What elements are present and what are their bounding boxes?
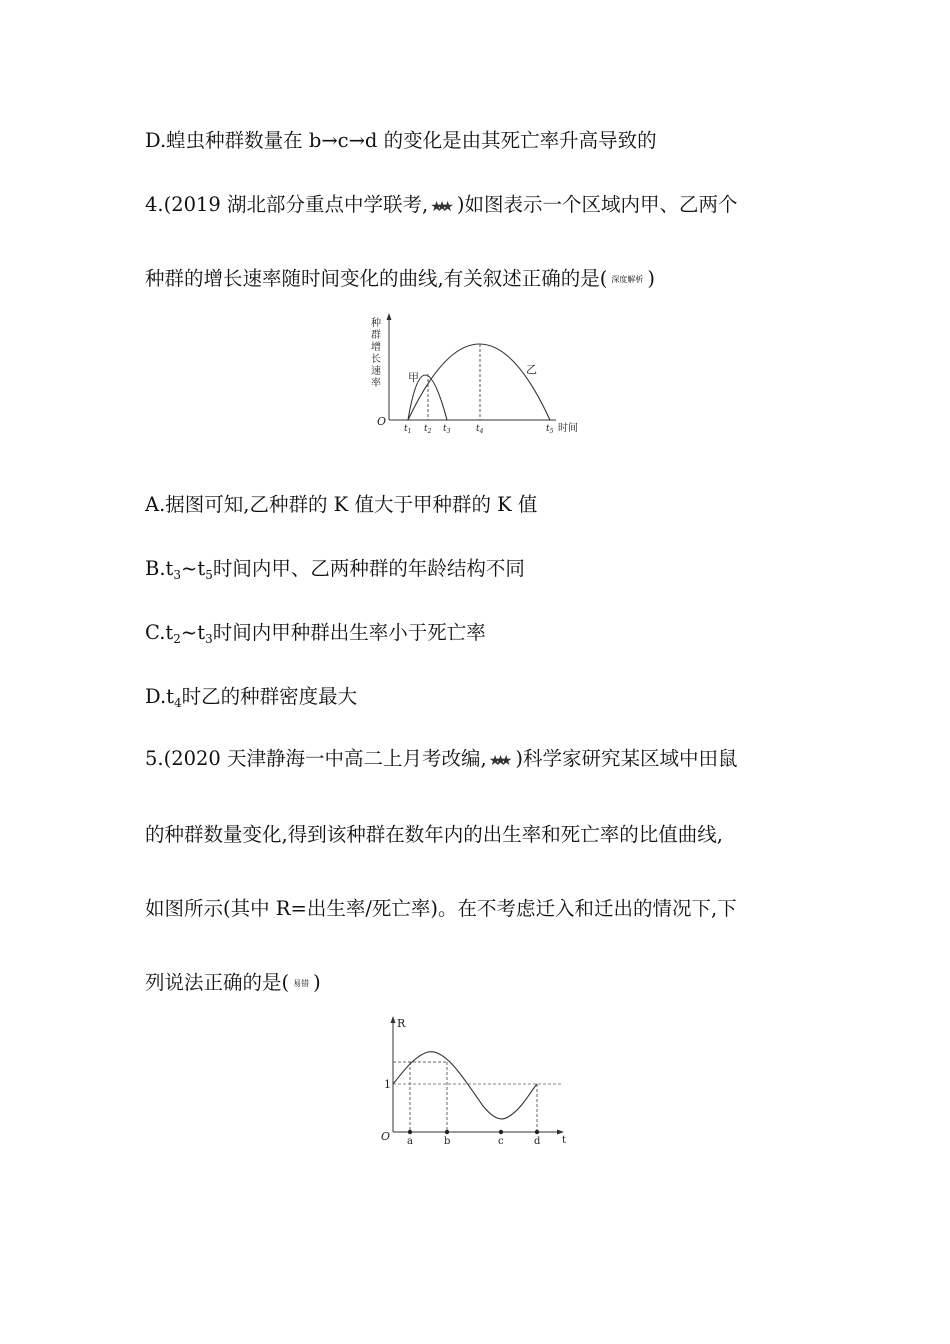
difficulty-stars-icon: ★★★ — [488, 753, 506, 769]
opt-text: ~t — [181, 557, 206, 580]
subscript: 3 — [173, 568, 182, 582]
q4-tag: 深度解析 — [611, 274, 644, 284]
series-yi-label: 乙 — [526, 363, 537, 376]
q4-close: ) — [647, 267, 655, 290]
q5-tag: 易错 — [293, 978, 310, 988]
ylabel-char: 长 — [371, 354, 381, 365]
opt-text: D.t — [145, 685, 174, 708]
series-yi-curve — [408, 344, 550, 420]
x-axis-label: t — [562, 1135, 567, 1146]
series-jia-label: 甲 — [408, 371, 419, 384]
option-d — [145, 684, 357, 716]
opt-text: B.t — [145, 557, 174, 580]
x-tick-dot-b — [445, 1130, 449, 1134]
question-5-line-2: 的种群数量变化,得到该种群在数年内的出生率和死亡率的比值曲线, — [145, 823, 723, 846]
y-axis-arrow-icon — [391, 1016, 396, 1023]
opt-text: 时乙的种群密度最大 — [181, 685, 358, 708]
opt-text: ~t — [180, 621, 206, 644]
ylabel-char: 率 — [371, 378, 381, 389]
x-tick-t5: $t_5$ — [546, 424, 554, 435]
question-5-line-3: 如图所示(其中 R=出生率/死亡率)。在不考虑迁入和迁出的情况下,下 — [145, 897, 737, 920]
ylabel-char: 种 — [371, 318, 381, 329]
subscript: 3 — [205, 632, 213, 646]
y-axis-label — [371, 316, 381, 389]
x-tick-c: c — [498, 1136, 504, 1147]
question-4-line-1 — [145, 192, 738, 220]
x-tick-b: b — [444, 1136, 451, 1147]
option-a: A.据图可知,乙种群的 K 值大于甲种群的 K 值 — [145, 493, 538, 516]
question-4-line-2 — [145, 266, 655, 293]
q4-text-2: 种群的增长速率随时间变化的曲线,有关叙述正确的是( — [145, 267, 608, 290]
option-d-q3: D.蝗虫种群数量在 b→c→d 的变化是由其死亡率升高导致的 — [145, 129, 657, 152]
q4-source: 4.(2019 湖北部分重点中学联考, — [145, 193, 429, 216]
origin-label: O — [377, 415, 387, 428]
x-tick-dot-d — [535, 1130, 539, 1134]
subscript: 5 — [205, 568, 213, 582]
y-axis-label: R — [397, 1017, 406, 1030]
q5-close: ) — [313, 971, 321, 994]
r-ratio-chart — [370, 1012, 580, 1152]
y-tick-1: 1 — [384, 1078, 391, 1091]
growth-rate-chart — [360, 310, 590, 440]
x-tick-labels — [404, 424, 554, 435]
x-tick-dot-a — [408, 1130, 412, 1134]
ylabel-char: 速 — [371, 366, 381, 377]
question-5-line-1 — [145, 746, 738, 774]
opt-text: C.t — [145, 621, 174, 644]
q5-source: 5.(2020 天津静海一中高二上月考改编, — [145, 747, 487, 770]
x-tick-t1: $t_1$ — [404, 424, 412, 435]
x-axis-arrow-icon — [557, 1130, 564, 1135]
difficulty-stars-icon: ★★★ — [430, 199, 447, 215]
option-b — [145, 556, 525, 588]
x-tick-t3: $t_3$ — [443, 424, 451, 435]
x-tick-d: d — [534, 1136, 541, 1147]
q5-text: 列说法正确的是( — [145, 971, 290, 994]
x-tick-t2: $t_2$ — [424, 424, 432, 435]
ylabel-char: 增 — [371, 342, 381, 353]
subscript: 4 — [173, 696, 182, 710]
q5-text: )科学家研究某区域中田鼠 — [515, 747, 738, 770]
q4-text: )如图表示一个区域内甲、乙两个 — [456, 193, 738, 216]
x-axis-label: 时间 — [558, 423, 578, 434]
origin-label: O — [381, 1130, 391, 1143]
ylabel-char: 群 — [371, 330, 381, 341]
question-5-line-4 — [145, 970, 321, 997]
option-c — [145, 620, 486, 652]
y-axis-arrow-icon — [387, 313, 392, 320]
opt-text: 时间内甲、乙两种群的年龄结构不同 — [212, 557, 525, 580]
x-tick-dot-c — [499, 1130, 503, 1134]
subscript: 2 — [173, 632, 181, 646]
opt-text: 时间内甲种群出生率小于死亡率 — [212, 621, 486, 644]
x-tick-a: a — [407, 1136, 413, 1147]
x-tick-t4: $t_4$ — [476, 424, 484, 435]
